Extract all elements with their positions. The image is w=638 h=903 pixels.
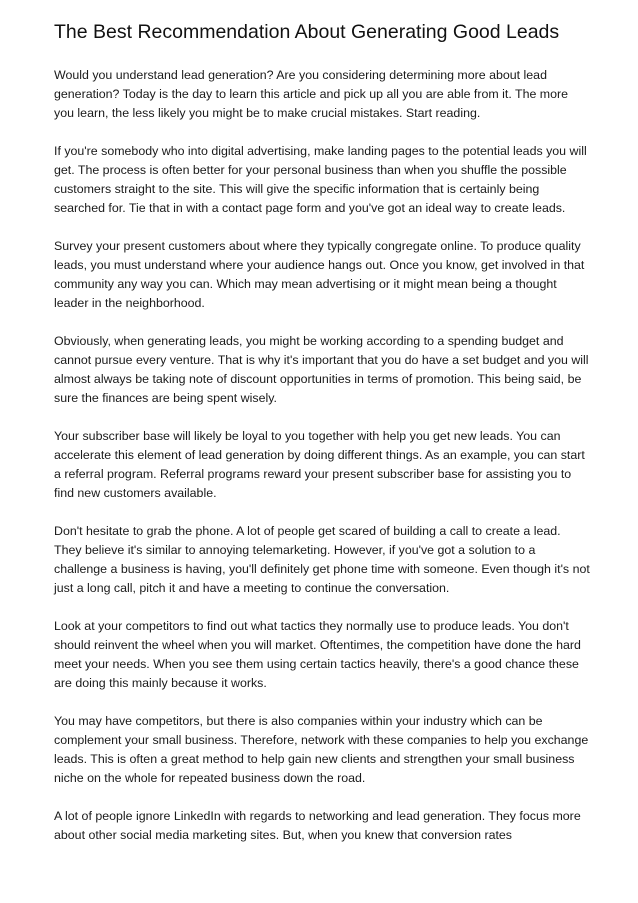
paragraph-1: Would you understand lead generation? Are you considering determining more about lead generation? Today is the day to learn this article and pick up all you are able from it. The more you learn, the less likely you might be to make crucial mistakes. Start reading. xyxy=(54,68,569,120)
paragraph-6: Don't hesitate to grab the phone. A lot of people get scared of building a call to create a lead. They believe it's similar to annoying telemarketing. However, if you've got a solution to a challenge a business is having, you'll definitely get phone time with someone. Even though it's not just a long call, pitch it and have a meeting to continue the conversation. xyxy=(54,524,590,595)
paragraph-2: If you're somebody who into digital advertising, make landing pages to the potential leads you will get. The process is often better for your personal business than when you shuffle the possible customers straight to the site. This will give the specific information that is certainly being searched for. Tie that in with a contact page form and you've got an ideal way to create leads. xyxy=(54,144,587,215)
paragraph-7: Look at your competitors to find out what tactics they normally use to produce leads. You don't should reinvent the wheel when you will market. Oftentimes, the competition have done the hard meet your needs. When you see them using certain tactics heavily, there's a good chance these are doing this mainly because it works. xyxy=(54,619,581,690)
paragraph-4: Obviously, when generating leads, you might be working according to a spending budget and cannot pursue every venture. That is why it's important that you do have a set budget and you will almost always be taking note of discount opportunities in terms of promotion. This being said, be sure the finances are being spent wisely. xyxy=(54,334,589,405)
paragraph-3: Survey your present customers about where they typically congregate online. To produce quality leads, you must understand where your audience hangs out. Once you know, get involved in that community any way you can. Which may mean advertising or it might mean being a thought leader in the neighborhood. xyxy=(54,239,585,310)
document-page xyxy=(54,20,590,864)
paragraph-5: Your subscriber base will likely be loyal to you together with help you get new leads. You can accelerate this element of lead generation by doing different things. As an example, you can start a referral program. Referral programs reward your present subscriber base for assisting you to find new customers available. xyxy=(54,429,585,500)
paragraph-8: You may have competitors, but there is also companies within your industry which can be complement your small business. Therefore, network with these companies to help you exchange leads. This is often a great method to help gain new clients and strengthen your small business niche on the whole for repeated business down the road. xyxy=(54,714,589,785)
document-title: The Best Recommendation About Generating Good Leads xyxy=(54,21,560,43)
paragraph-9: A lot of people ignore LinkedIn with regards to networking and lead generation. They focus more about other social media marketing sites. But, when you knew that conversion rates xyxy=(54,809,581,842)
